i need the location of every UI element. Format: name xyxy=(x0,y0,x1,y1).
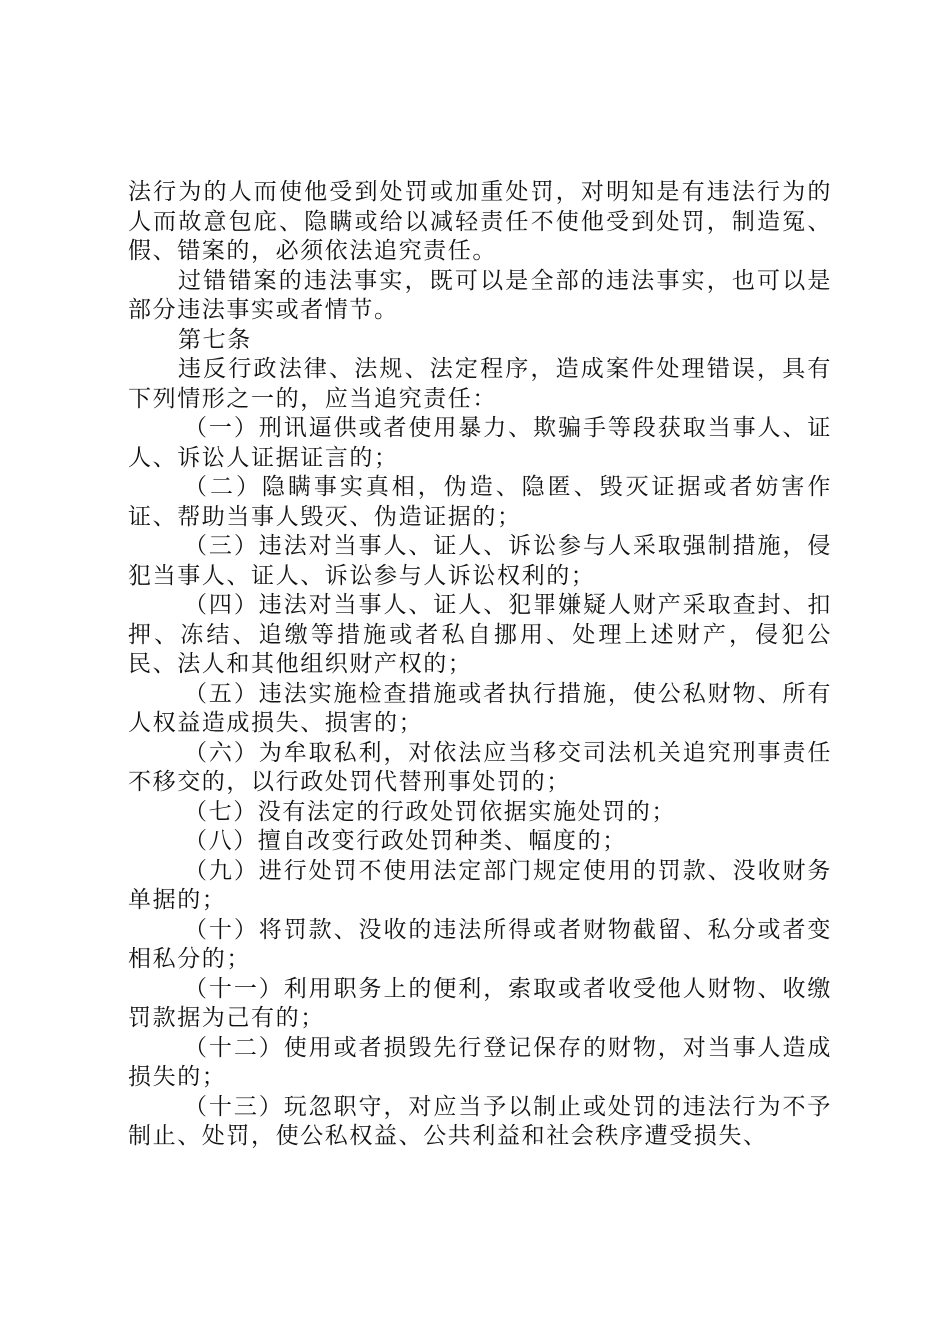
list-item-8: （八）擅自改变行政处罚种类、幅度的； xyxy=(184,828,627,854)
paragraph-error-facts: 过错错案的违法事实，既可以是全部的违法事实，也可以是部分违法事实或者情节。 xyxy=(128,267,832,323)
list-item-7: （七）没有法定的行政处罚依据实施处罚的； xyxy=(184,798,676,825)
list-item-5: （五）违法实施检查措施或者执行措施，使公私财物、所有人权益造成损失、损害的； xyxy=(128,680,832,736)
list-item-13: （十三）玩忽职守，对应当予以制止或处罚的违法行为不予制止、处罚，使公私权益、公共利益和社会秩序遭受损失、 xyxy=(128,1093,832,1149)
list-item-4: （四）违法对当事人、证人、犯罪嫌疑人财产采取查封、扣押、冻结、追缴等措施或者私自挪用、处理上述财产，侵犯公民、法人和其他组织财产权的； xyxy=(128,592,832,677)
article-heading: 第七条 xyxy=(178,326,252,353)
list-item-9: （九）进行处罚不使用法定部门规定使用的罚款、没收财务单据的； xyxy=(128,857,832,913)
list-item-11: （十一）利用职务上的便利，索取或者收受他人财物、收缴罚款据为己有的； xyxy=(128,975,832,1031)
list-item-3: （三）违法对当事人、证人、诉讼参与人采取强制措施，侵犯当事人、证人、诉讼参与人诉讼权利的； xyxy=(128,533,832,589)
paragraph-continuation: 法行为的人而使他受到处罚或加重处罚，对明知是有违法行为的人而故意包庇、隐瞒或给以减轻责任不使他受到处罚，制造冤、假、错案的，必须依法追究责任。 xyxy=(128,179,832,264)
paragraph-article-intro: 违反行政法律、法规、法定程序，造成案件处理错误，具有下列情形之一的，应当追究责任： xyxy=(128,356,832,412)
document-body xyxy=(128,178,832,1152)
list-item-2: （二）隐瞒事实真相，伪造、隐匿、毁灭证据或者妨害作证、帮助当事人毁灭、伪造证据的； xyxy=(128,474,832,530)
list-item-12: （十二）使用或者损毁先行登记保存的财物，对当事人造成损失的； xyxy=(128,1034,832,1090)
list-item-6: （六）为牟取私利，对依法应当移交司法机关追究刑事责任不移交的，以行政处罚代替刑事处罚的； xyxy=(128,739,832,795)
list-item-1: （一）刑讯逼供或者使用暴力、欺骗手等段获取当事人、证人、诉讼人证据证言的； xyxy=(128,415,832,471)
list-item-10: （十）将罚款、没收的违法所得或者财物截留、私分或者变相私分的； xyxy=(128,916,832,972)
